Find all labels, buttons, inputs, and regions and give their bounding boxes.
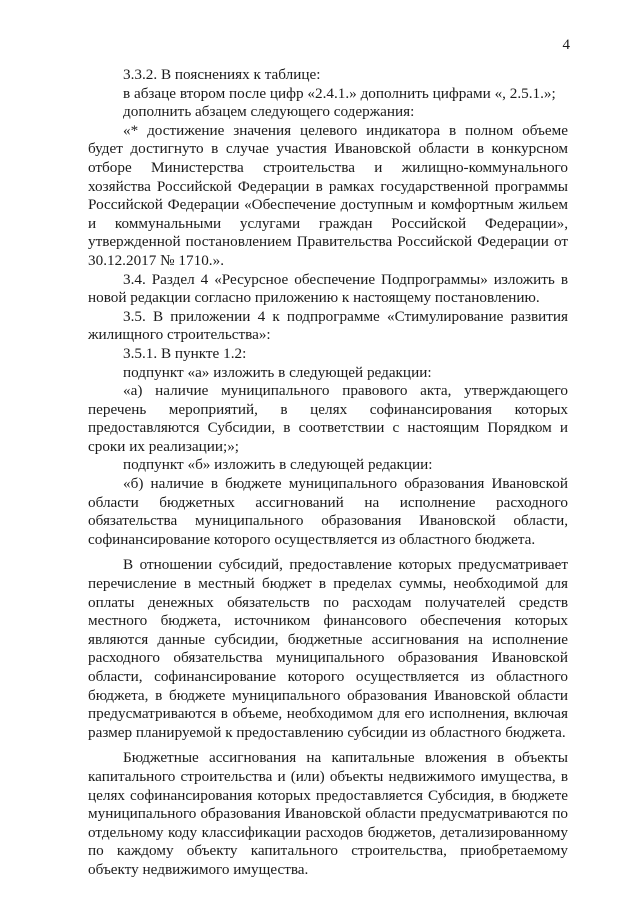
paragraph-podpunkt-a: подпункт «а» изложить в следующей редакции: (123, 363, 432, 381)
paragraph-podpunkt-b: подпункт «б» изложить в следующей редакции: (123, 456, 433, 474)
paragraph-abzac-vtoroy: в абзаце втором после цифр «2.4.1.» дополнить цифрами «, 2.5.1.»; (123, 84, 556, 102)
paragraph-footnote-quote: «* достижение значения целевого индикатора в полном объеме будет достигнуто в случае участия Ивановской области в конкурсном отборе Министерства строительства и жилищно-коммунального хозяйства Российской Федерации в рамках государственной программы Российской Федерации «Обеспечение доступным и комфортным жильем и коммунальными услугами граждан Российской Федерации», утвержденной постановлением Правительства Российской Федерации от 30.12.2017 № 1710.». (88, 121, 568, 269)
paragraph-3-4: 3.4. Раздел 4 «Ресурсное обеспечение Подпрограммы» изложить в новой редакции согласно приложению к настоящему постановлению. (88, 270, 568, 307)
paragraph-podpunkt-b-text: «б) наличие в бюджете муниципального образования Ивановской области бюджетных ассигнований на исполнение расходного обязательства муниципального образования Ивановской области, софинансирование которого осуществляется из областного бюджета. (88, 475, 568, 548)
paragraph-dopolnit-abzacem: дополнить абзацем следующего содержания: (123, 103, 415, 121)
paragraph-3-5: 3.5. В приложении 4 к подпрограмме «Стимулирование развития жилищного строительства»: (88, 307, 568, 344)
paragraph-kapitalnye-vlozheniya: Бюджетные ассигнования на капитальные вложения в объекты капитального строительства и (или) объекты недвижимого имущества, в целях софинансирования которых предоставляется Субсидия, в бюджете муниципального образования Ивановской области предусматриваются по отдельному коду классификации расходов бюджетов, детализированному по каждому объекту капитального строительства, приобретаемому объекту недвижимого имущества. (88, 749, 568, 878)
paragraph-3-5-1: 3.5.1. В пункте 1.2: (123, 344, 247, 362)
paragraph-subsidii: В отношении субсидий, предоставление которых предусматривает перечисление в местный бюджет в пределах суммы, необходимой для оплаты денежных обязательств по расходам получателей средств местного бюджета, источником финансового обеспечения которых являются данные субсидии, бюджетные ассигнования на исполнение расходного обязательства муниципального образования Ивановской области, софинансирование которого осуществляется из областного бюджета, в бюджете муниципального образования Ивановской области предусматриваются в объеме, необходимом для его исполнения, включая размер планируемой к предоставлению субсидии из областного бюджета. (88, 556, 568, 741)
document-body (88, 66, 568, 880)
paragraph-3-3-2: 3.3.2. В пояснениях к таблице: (123, 66, 321, 83)
page-number: 4 (562, 37, 570, 53)
paragraph-podpunkt-a-text: «а) наличие муниципального правового акта, утверждающего перечень мероприятий, в целях софинансирования которых предоставляются Субсидии, в соответствии с настоящим Порядком и сроки их реализации;»; (88, 382, 568, 455)
